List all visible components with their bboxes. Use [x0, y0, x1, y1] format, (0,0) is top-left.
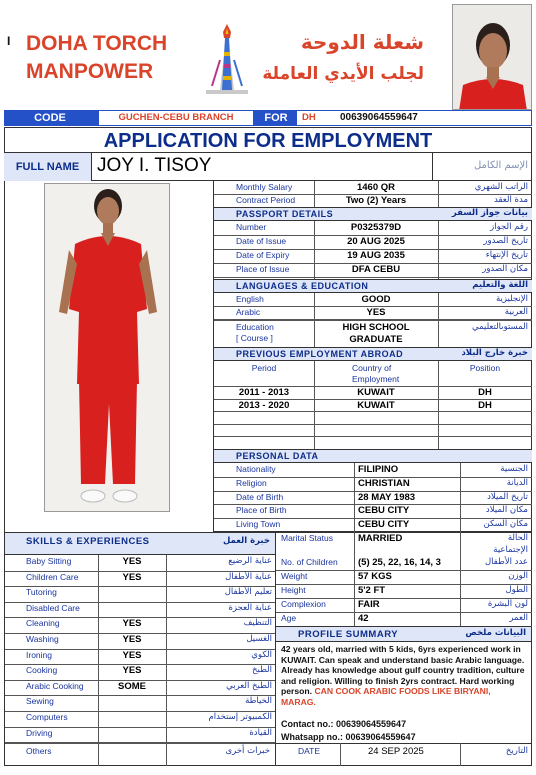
language-ar: العربية — [504, 307, 528, 317]
language-value: GOOD — [361, 294, 391, 305]
skill-ar: عناية العجزة — [228, 602, 272, 613]
applicant-headshot — [452, 4, 532, 110]
for-label: FOR — [264, 112, 288, 124]
logo-arabic-line1: شعلة الدوحة — [300, 30, 424, 54]
employment-row-line — [214, 424, 532, 425]
personal-value: CEBU CITY — [358, 505, 410, 517]
profile-summary-text — [281, 644, 527, 708]
skill-label: Tutoring — [26, 587, 57, 598]
contract-value: Two (2) Years — [345, 195, 407, 206]
personal-label: Date of Birth — [236, 491, 284, 502]
skills-ar-title: خبرة العمل — [222, 536, 270, 546]
passport-ar: تاريخ الصدور — [483, 236, 528, 246]
logo-arabic-line2: لجلب الأيدي العاملة — [262, 64, 424, 84]
personal-label: Place of Birth — [236, 505, 287, 516]
employment-period: 2013 - 2020 — [238, 399, 290, 411]
form-title: APPLICATION FOR EMPLOYMENT — [4, 127, 532, 153]
column-divider — [314, 181, 315, 207]
for-value: DH — [302, 112, 316, 123]
passport-ar: تاريخ الإنتهاء — [485, 250, 528, 260]
contract-label: Contract Period — [236, 195, 296, 205]
personal-label: Complexion — [281, 599, 326, 609]
skill-value: YES — [122, 634, 142, 645]
employment-position: DH — [478, 399, 492, 411]
passport-ar-title: بيانات جواز السفر — [451, 208, 528, 218]
skill-ar: تعليم الأطفال — [224, 587, 272, 598]
language-label: Arabic — [236, 307, 261, 317]
date-label: DATE — [298, 746, 321, 756]
personal-value: 5'2 FT — [358, 585, 386, 596]
personal-ar: لون البشرة — [487, 599, 528, 609]
personal-ar: العمر — [509, 613, 528, 623]
profile-text-main: 42 years old, married with 5 kids, 6yrs experienced work in KUWAIT. Can speak and understand basic Arabic language. Already has knowledge about gulf country tradition, culture and religion. Willing to finish 2yrs contract. Hard working person. — [281, 644, 525, 697]
personal-ar: الوزن — [508, 571, 528, 581]
personal-ar: الطول — [505, 585, 528, 595]
personal-value: FILIPINO — [358, 464, 399, 475]
personal-label: Religion — [236, 477, 267, 488]
skill-ar: الكوي — [251, 649, 272, 660]
personal-value: CEBU CITY — [358, 519, 410, 531]
personal-value: 57 KGS — [358, 571, 392, 582]
col-country-1: Country of — [352, 363, 392, 373]
passport-label: Date of Expiry — [236, 250, 290, 260]
personal-label: Weight — [281, 571, 308, 581]
passport-label: Number — [236, 222, 267, 232]
languages-title: LANGUAGES & EDUCATION — [236, 281, 369, 291]
prev-employment-ar-title: خبرة خارج البلاد — [461, 348, 528, 358]
personal-label: Height — [281, 585, 306, 595]
i-mark: I — [7, 34, 11, 48]
skill-value: YES — [122, 649, 142, 661]
prev-employment-title: PREVIOUS EMPLOYMENT ABROAD — [236, 349, 404, 359]
education-value-1: HIGH SCHOOL — [342, 322, 410, 333]
marital-value: MARRIED — [358, 533, 403, 544]
employment-period: 2011 - 2013 — [238, 387, 290, 398]
passport-label: Place of Issue — [236, 264, 290, 274]
full-name-value: JOY I. TISOY — [97, 155, 212, 176]
personal-ar: الديانة — [506, 477, 528, 488]
skill-value: YES — [122, 571, 142, 583]
skill-ar: عناية الأطفال — [225, 571, 272, 582]
passport-row-line — [214, 277, 532, 278]
applicant-full-photo — [44, 183, 170, 512]
employment-country: KUWAIT — [357, 387, 395, 398]
skill-ar: الغسيل — [246, 634, 272, 644]
skill-label: Baby Sitting — [26, 556, 72, 566]
left-frame-line — [4, 181, 5, 532]
whatsapp-number: Whatsapp no.: 00639064559647 — [281, 732, 416, 742]
logo-text-line2: MANPOWER — [26, 60, 154, 83]
skill-ar: الخياطة — [245, 696, 272, 707]
logo-text-line1: DOHA TORCH — [26, 32, 168, 55]
language-value: YES — [366, 307, 386, 318]
personal-ar: مكان الميلاد — [485, 505, 528, 516]
contract-label: Monthly Salary — [236, 182, 293, 192]
personal-ar: مكان السكن — [483, 519, 528, 530]
skill-ar: القيادة — [249, 727, 272, 738]
passport-value: DFA CEBU — [351, 264, 401, 275]
languages-ar-title: اللغة والتعليم — [472, 280, 528, 290]
personal-label: Age — [281, 613, 297, 623]
personal-value: (5) 25, 22, 16, 14, 3 — [358, 557, 441, 568]
passport-value: 20 AUG 2025 — [347, 236, 405, 247]
education-label-2: [ Course ] — [236, 333, 273, 343]
personal-ar: عدد الأطفال — [484, 557, 528, 567]
skills-title: SKILLS & EXPERIENCES — [26, 536, 150, 547]
skill-label: Disabled Care — [26, 602, 80, 613]
skill-value: YES — [122, 556, 142, 567]
date-value: 24 SEP 2025 — [368, 746, 424, 757]
passport-ar: مكان الصدور — [482, 264, 528, 274]
skill-ar: عناية الرضيع — [228, 556, 272, 566]
full-name-label: FULL NAME — [4, 153, 92, 181]
personal-label: Nationality — [236, 464, 276, 474]
personal-title: PERSONAL DATA — [236, 451, 319, 461]
contact-number: Contact no.: 00639064559647 — [281, 719, 407, 729]
skill-label: Arabic Cooking — [26, 680, 84, 691]
skill-label: Cleaning — [26, 618, 60, 629]
skill-label: Driving — [26, 727, 53, 738]
passport-ar: رقم الجواز — [490, 222, 528, 232]
others-label: Others — [26, 746, 52, 756]
passport-value: 19 AUG 2035 — [347, 250, 405, 261]
passport-title: PASSPORT DETAILS — [236, 209, 334, 219]
personal-value: CHRISTIAN — [358, 477, 410, 489]
col-period: Period — [251, 363, 277, 373]
skill-label: Washing — [26, 634, 59, 644]
passport-value: P0325379D — [350, 222, 402, 233]
employment-position: DH — [478, 387, 492, 398]
skill-ar: التنظيف — [243, 618, 272, 629]
personal-value: 28 MAY 1983 — [358, 491, 416, 503]
profile-ar-title: البيانات ملخص — [465, 628, 526, 638]
profile-title: PROFILE SUMMARY — [298, 629, 399, 640]
language-label: English — [236, 294, 264, 304]
skill-ar: الكمبيوتر إستخدام — [208, 712, 272, 722]
skill-label: Computers — [26, 712, 68, 722]
employment-row-line — [214, 411, 532, 412]
skill-label: Cooking — [26, 665, 58, 676]
skill-value: YES — [122, 665, 142, 677]
personal-ar: الجنسية — [500, 464, 528, 474]
column-divider — [314, 221, 315, 279]
contract-ar: الراتب الشهري — [474, 182, 528, 192]
col-position: Position — [469, 363, 501, 373]
skill-ar: الطبخ العربي — [226, 680, 272, 691]
employment-row-line — [214, 436, 532, 437]
others-ar: خبرات أخرى — [225, 746, 270, 756]
education-value-2: GRADUATE — [349, 334, 403, 345]
skill-value: SOME — [118, 680, 146, 692]
date-ar: التاريخ — [505, 746, 528, 756]
skill-ar: الطبخ — [252, 665, 272, 676]
doha-torch-tower-icon — [198, 20, 256, 96]
column-divider — [438, 221, 439, 279]
branch-value: GUCHEN-CEBU BRANCH — [98, 110, 254, 126]
skill-value: YES — [122, 618, 142, 630]
education-ar: المستوىالتعليمي — [472, 322, 528, 332]
personal-value: FAIR — [358, 599, 380, 610]
skill-label: Ironing — [26, 649, 52, 660]
contract-ar: مدة العقد — [494, 195, 528, 205]
personal-ar: تاريخ الميلاد — [487, 491, 528, 502]
column-divider — [438, 181, 439, 207]
personal-label: Living Town — [236, 519, 281, 530]
marital-ar-1: الحالة — [507, 533, 528, 543]
language-ar: الإنجليزية — [495, 294, 528, 304]
marital-ar-2: الإجتماعية — [493, 545, 528, 555]
personal-value: 42 — [358, 613, 369, 624]
passport-label: Date of Issue — [236, 236, 287, 246]
education-label-1: Education — [236, 322, 274, 332]
employment-country: KUWAIT — [357, 399, 395, 411]
profile-text-cooking: CAN COOK ARABIC FOODS LIKE BIRYANI, MARAG. — [281, 686, 491, 707]
col-country-2: Employment — [352, 374, 400, 384]
personal-label: No. of Children — [281, 557, 338, 567]
code-label: CODE — [34, 112, 66, 124]
contract-value: 1460 QR — [356, 182, 396, 193]
skill-label: Children Care — [26, 571, 79, 582]
for-phone: 00639064559647 — [340, 112, 418, 123]
marital-label: Marital Status — [281, 533, 333, 543]
full-name-ar-label: الإسم الكامل — [473, 160, 528, 171]
skill-label: Sewing — [26, 696, 54, 707]
